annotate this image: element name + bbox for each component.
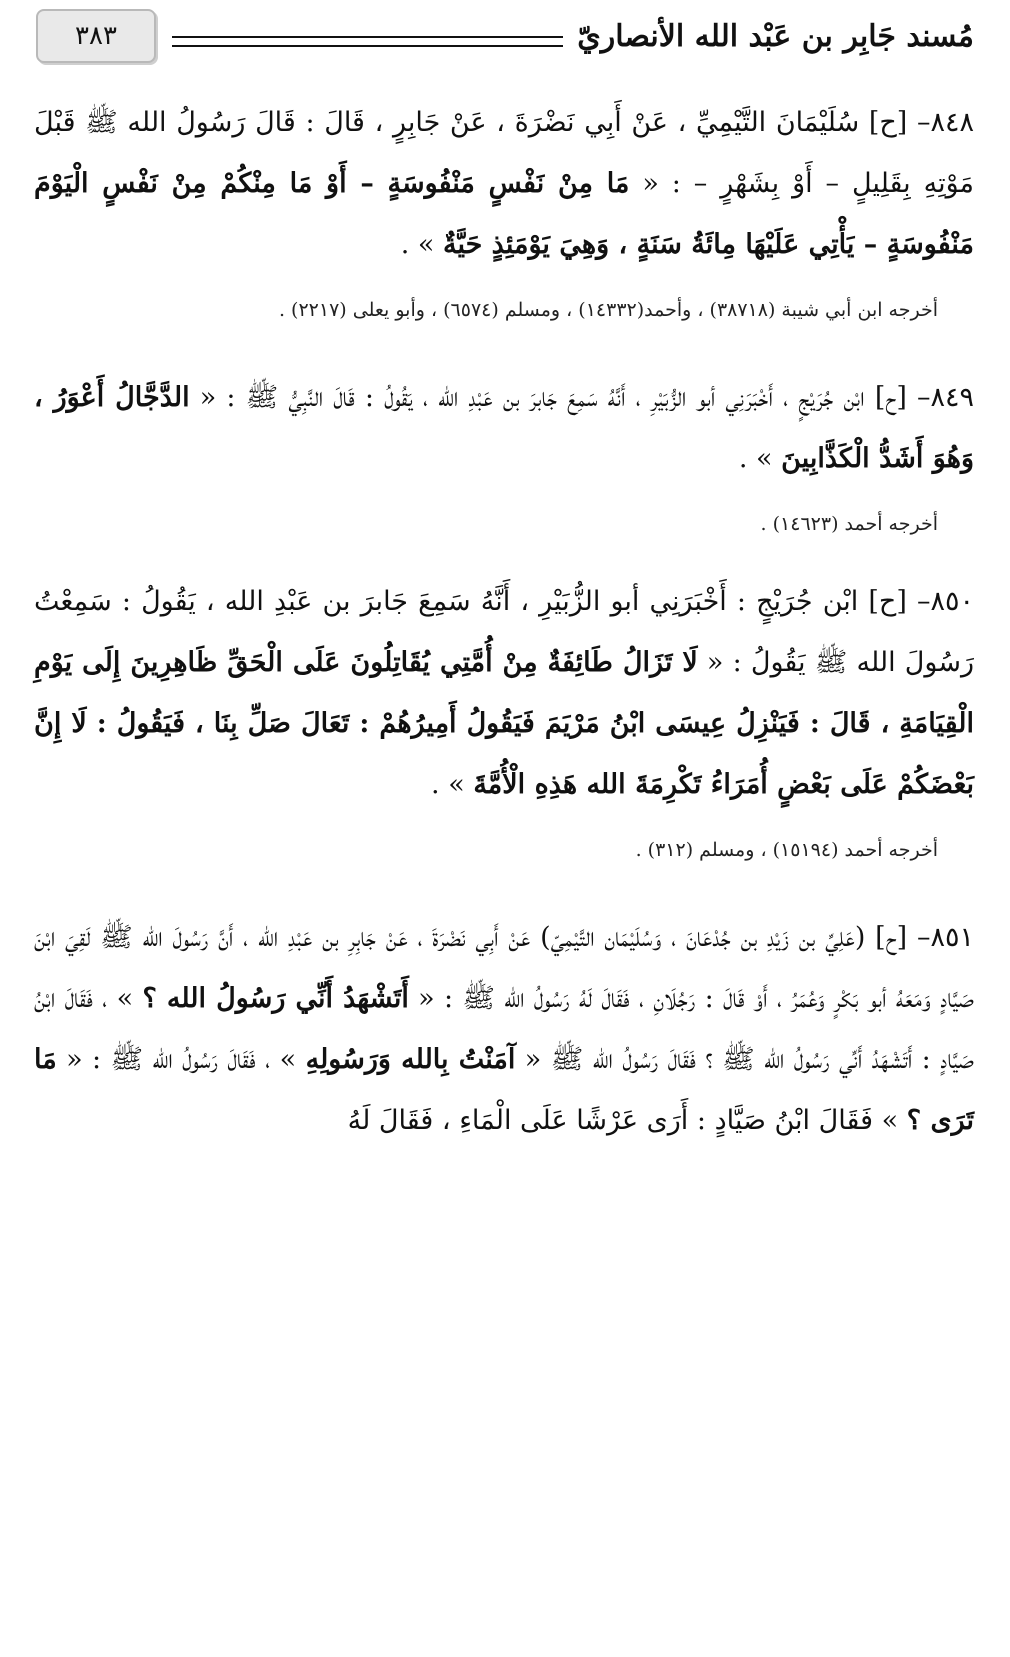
- hadith-segment: [ح] (عَلِيِّ بن زَيْدِ بن جُدْعَانَ ، وَسُلَيْمَان التَّيْمِيّ) عَنْ أَبِي نَضْرَةَ ، عَنْ جَابِرِ بن عَبْدِ الله ، أَنَّ رَسُولَ الله ﷺ لَقِيَ ابْنَ صَيَّادٍ وَمَعَهُ أبو بَكْرٍ وَعُمَرُ ، أَوْ قَالَ : رَجُلَانِ ، فَقَالَ لَهُ رَسُولُ الله ﷺ : «: [34, 922, 974, 1014]
- hadith-849: [34, 367, 974, 489]
- hadith-sanad: [ح] ابْن جُرَيْجٍ : أَخْبَرَنِي أبو الزُّبَيْرِ ، أَنَّهُ سَمِعَ جَابرَ بن عَبْدِ الله ، يَقُولُ : سَمِعْتُ رَسُولَ الله ﷺ يَقُولُ : «: [34, 586, 974, 678]
- hadith-number: ٨٤٨–: [916, 107, 974, 138]
- hadith-851: [34, 907, 974, 1151]
- page-content: [34, 92, 974, 1151]
- hadith-matn: مَا مِنْ نَفْسٍ مَنْفُوسَةٍ – أَوْ مَا مِنْكُمْ مِنْ نَفْسٍ الْيَوْمَ مَنْفُوسَةٍ – يَأْتِي عَلَيْهَا مِائَةُ سَنَةٍ ، وَهِيَ يَوْمَئِذٍ حَيَّةٌ: [34, 168, 974, 260]
- hadith-number: ٨٥٠–: [916, 586, 974, 617]
- hadith-sanad: [ح] سُلَيْمَانَ التَّيْمِيِّ ، عَنْ أَبِي نَضْرَةَ ، عَنْ جَابِرٍ ، قَالَ : قَالَ رَسُولُ الله ﷺ قَبْلَ مَوْتِهِ بِقَلِيلٍ – أَوْ بِشَهْرٍ – : «: [34, 107, 975, 199]
- hadith-end: » .: [738, 443, 782, 474]
- hadith-takhrij: أخرجه أحمد (١٥١٩٤) ، ومسلم (٣١٢) .: [635, 839, 938, 861]
- hadith-segment: » ، فَقَالَ ابْنُ صَيَّادٍ : أَتَشْهَدُ أَنِّي رَسُولُ الله ﷺ ؟ فَقَالَ رَسُولُ الله ﷺ «: [34, 983, 974, 1075]
- page-header: [36, 8, 974, 64]
- hadith-end: » .: [431, 769, 474, 800]
- hadith-takhrij: أخرجه أحمد (١٤٦٢٣) .: [760, 513, 938, 535]
- hadith-matn: مَا تَرَى ؟: [34, 1044, 974, 1136]
- hadith-segment: » فَقَالَ ابْنُ صَيَّادٍ : أَرَى عَرْشًا عَلَى الْمَاءِ ، فَقَالَ لَهُ: [347, 1105, 907, 1136]
- hadith-matn: أَتَشْهَدُ أَنِّي رَسُولُ الله ؟: [142, 983, 409, 1014]
- header-double-rule: [172, 36, 563, 47]
- hadith-sanad: [ح] ابْن جُرَيْجٍ ، أَخْبَرَنِي أبو الزُّبَيْرِ ، أَنَّهُ سَمِعَ جَابرَ بن عَبْدِ الله ، يَقُولُ : قَالَ النَّبِيُّ ﷺ : «: [189, 382, 917, 413]
- hadith-takhrij: أخرجه ابن أبي شيبة (٣٨٧١٨) ، وأحمد(١٤٣٣٢) ، ومسلم (٦٥٧٤) ، وأبو يعلى (٢٢١٧) .: [278, 299, 938, 321]
- hadith-end: » .: [400, 229, 443, 260]
- header-title: مُسند جَابِر بن عَبْد الله الأنصاريّ: [577, 18, 974, 54]
- hadith-number: ٨٤٩–: [916, 382, 974, 413]
- hadith-850: [34, 571, 974, 815]
- hadith-848: [34, 92, 974, 275]
- hadith-matn: لَا تَزَالُ طَائِفَةٌ مِنْ أُمَّتِي يُقَاتِلُونَ عَلَى الْحَقِّ ظَاهِرِينَ إِلَى يَوْمِ الْقِيَامَةِ ، قَالَ : فَيَنْزِلُ عِيسَى ابْنُ مَرْيَمَ فَيَقُولُ أَمِيرُهُمْ : تَعَالَ صَلِّ بِنَا ، فَيَقُولُ : لَا إِنَّ بَعْضَكُمْ عَلَى بَعْضٍ أُمَرَاءُ تَكْرِمَةَ الله هَذِهِ الْأُمَّةَ: [34, 647, 974, 800]
- hadith-matn: الدَّجَّالُ أَعْوَرُ ، وَهُوَ أَشَدُّ الْكَذَّابِينَ: [34, 382, 974, 474]
- hadith-segment: » ، فَقَالَ رَسُولُ الله ﷺ : «: [56, 1044, 306, 1075]
- hadith-matn: آمَنْتُ بِالله وَرَسُولِهِ: [305, 1044, 516, 1075]
- hadith-number: ٨٥١–: [916, 922, 974, 953]
- page-number: ٣٨٣: [36, 9, 156, 63]
